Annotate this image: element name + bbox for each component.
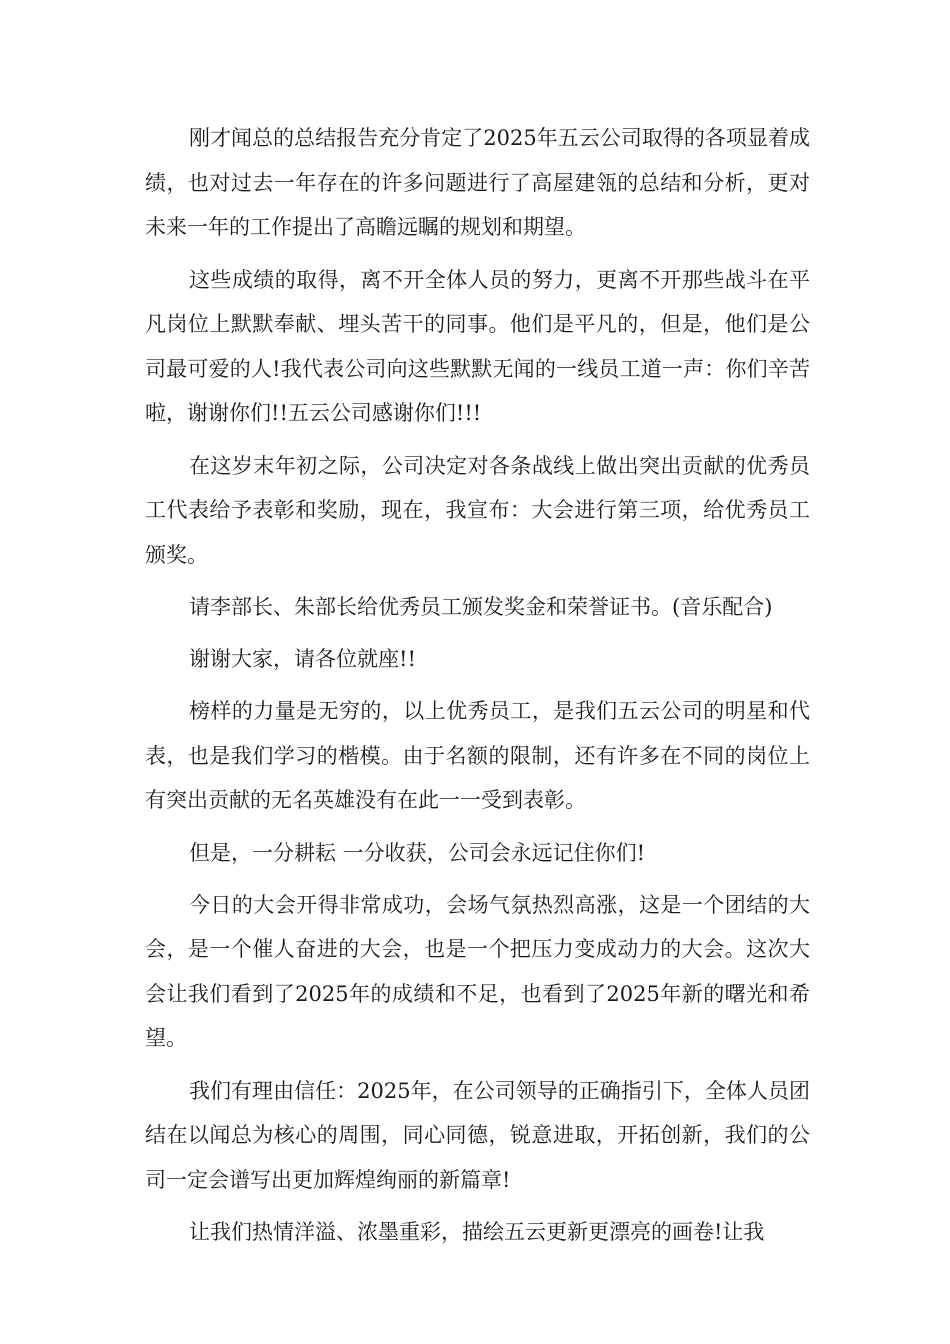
paragraph-9: 我们有理由信任：2025年，在公司领导的正确指引下，全体人员团结在以闻总为核心的周围，同心同德，锐意进取，开拓创新，我们的公司一定会谱写出更加辉煌绚丽的新篇章! <box>145 1078 810 1192</box>
paragraph-4: 请李部长、朱部长给优秀员工颁发奖金和荣誉证书。(音乐配合) <box>189 595 773 619</box>
paragraph-8: 今日的大会开得非常成功，会场气氛热烈高涨，这是一个团结的大会，是一个催人奋进的大会，也是一个把压力变成动力的大会。这次大会让我们看到了2025年的成绩和不足，也看到了2025年新的曙光和希望。 <box>145 892 810 1050</box>
paragraph-6: 榜样的力量是无穷的，以上优秀员工，是我们五云公司的明星和代表，也是我们学习的楷模。由于名额的限制，还有许多在不同的岗位上有突出贡献的无名英雄没有在此一一受到表彰。 <box>145 699 810 812</box>
paragraph-10: 让我们热情洋溢、浓墨重彩，描绘五云更新更漂亮的画卷!让我 <box>189 1220 765 1244</box>
paragraph-3: 在这岁末年初之际，公司决定对各条战线上做出突出贡献的优秀员工代表给予表彰和奖励，现在，我宣布：大会进行第三项，给优秀员工颁奖。 <box>145 453 810 567</box>
document-body <box>145 116 810 1262</box>
paragraph-1: 刚才闻总的总结报告充分肯定了2025年五云公司取得的各项显着成绩，也对过去一年存在的许多问题进行了高屋建瓴的总结和分析，更对未来一年的工作提出了高瞻远瞩的规划和期望。 <box>145 126 810 239</box>
paragraph-5: 谢谢大家，请各位就座!! <box>189 647 416 671</box>
paragraph-2: 这些成绩的取得，离不开全体人员的努力，更离不开那些战斗在平凡岗位上默默奉献、埋头苦干的同事。他们是平凡的，但是，他们是公司最可爱的人!我代表公司向这些默默无闻的一线员工道一声：你们辛苦啦，谢谢你们!!五云公司感谢你们!!! <box>145 267 810 425</box>
paragraph-7: 但是，一分耕耘 一分收获，公司会永远记住你们! <box>189 840 646 865</box>
